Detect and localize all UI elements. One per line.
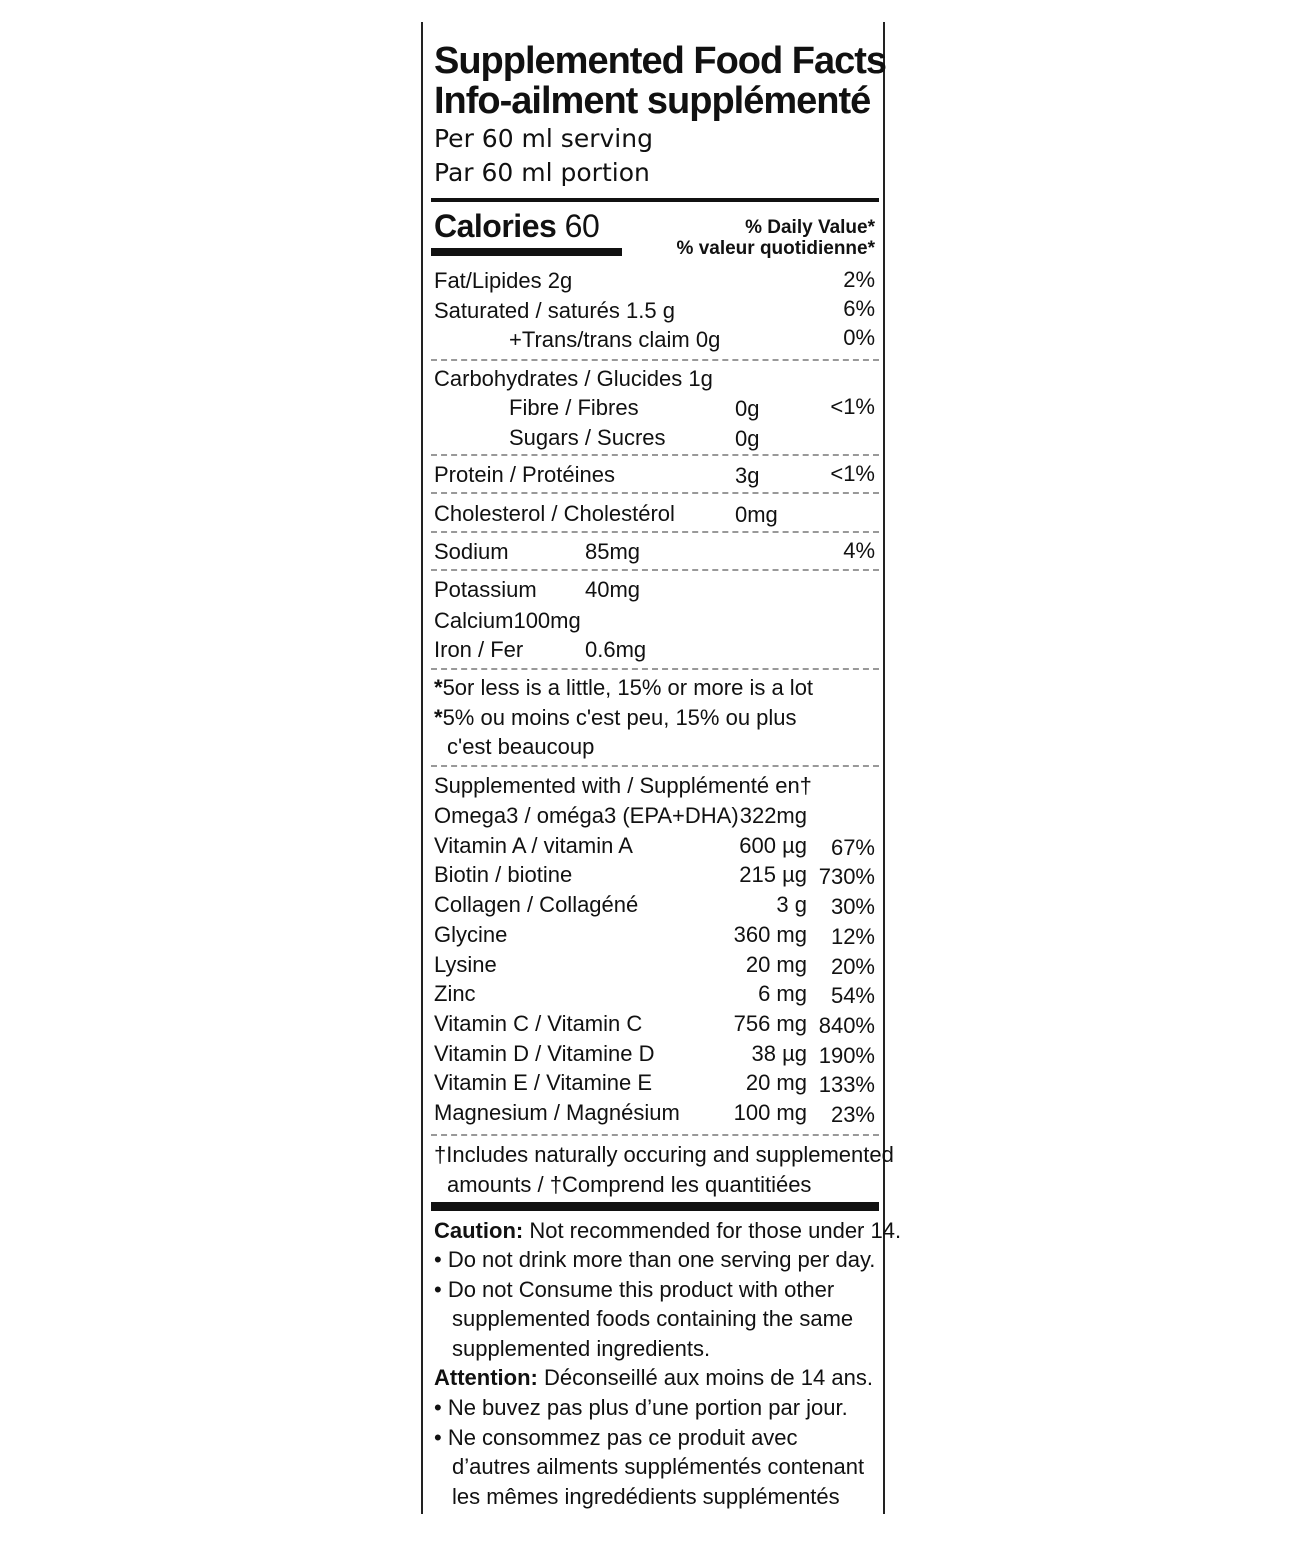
supplement-name: Zinc: [434, 981, 476, 1006]
serving-size-en: Per 60 ml serving: [434, 124, 653, 153]
cholesterol-amount: 0mg: [735, 502, 778, 527]
caution-bullet-1: • Do not drink more than one serving per day.: [434, 1247, 876, 1272]
cholesterol-label: Cholesterol / Cholestérol: [434, 501, 675, 526]
supplement-name: Vitamin A / vitamin A: [434, 833, 633, 858]
nutrition-label: [421, 22, 902, 1514]
trans-dv: 0%: [843, 325, 875, 350]
supplement-name: Glycine: [434, 922, 508, 947]
fat-dv: 2%: [843, 267, 875, 292]
caution-bullet-2: • Do not Consume this product with other: [434, 1277, 835, 1302]
serving-size-fr: Par 60 ml portion: [434, 158, 650, 187]
dagger-note-line-1: †Includes naturally occuring and supplemented: [434, 1142, 894, 1167]
dv-header-fr: % valeur quotidienne*: [676, 238, 875, 259]
supplement-name: Biotin / biotine: [434, 862, 573, 887]
fat-label: Fat/Lipides 2g: [434, 268, 573, 293]
potassium-amount: 40mg: [585, 577, 641, 602]
saturated-label: Saturated / saturés 1.5 g: [434, 298, 675, 323]
saturated-dv: 6%: [843, 296, 875, 321]
attention-bullet-2: • Ne consommez pas ce produit avec: [434, 1425, 798, 1450]
supplement-name: Vitamin C / Vitamin C: [434, 1011, 643, 1036]
footnote-line-3: c'est beaucoup: [447, 734, 595, 759]
caution-line: Caution: Not recommended for those under 14.: [434, 1218, 902, 1243]
sugars-amount: 0g: [735, 426, 760, 451]
carbs-label: Carbohydrates / Glucides 1g: [434, 366, 713, 391]
supplement-amount: 600 µg: [739, 833, 807, 858]
supplement-name: Omega3 / oméga3 (EPA+DHA): [434, 803, 739, 828]
attention-line: Attention: Déconseillé aux moins de 14 ans.: [434, 1365, 873, 1390]
supplement-dv: 20%: [830, 954, 875, 979]
attention-bullet-2-cont: d’autres ailments supplémentés contenant: [452, 1454, 865, 1479]
sugars-label: Sugars / Sucres: [509, 425, 666, 450]
divider: [431, 531, 879, 533]
caution-bullet-2-cont: supplemented foods containing the same: [452, 1306, 854, 1331]
divider: [431, 569, 879, 571]
fibre-dv: <1%: [830, 394, 875, 419]
supplement-dv: 730%: [818, 864, 875, 889]
calories-row: [434, 210, 599, 242]
supplemented-header: Supplemented with / Supplémenté en†: [434, 773, 812, 798]
supplement-dv: 54%: [830, 983, 875, 1008]
footnote-line-2: *5% ou moins c'est peu, 15% ou plus: [434, 705, 797, 730]
supplement-dv: 133%: [818, 1072, 875, 1097]
sodium-label: Sodium: [434, 539, 509, 564]
divider: [431, 1134, 879, 1136]
calcium-label: Calcium100mg: [434, 608, 581, 633]
fibre-amount: 0g: [735, 396, 760, 421]
iron-label: Iron / Fer: [434, 637, 524, 662]
divider: [431, 359, 879, 361]
divider: [431, 765, 879, 767]
title-fr: Info-ailment supplémenté: [434, 80, 871, 122]
attention-bullet-2-cont: les mêmes ingredédients supplémentés: [452, 1484, 840, 1509]
bottom-thick-rule: [431, 1202, 879, 1211]
calories-bar: [431, 248, 622, 256]
title-en: Supplemented Food Facts: [434, 40, 887, 82]
supplement-amount: 20 mg: [745, 1070, 807, 1095]
dagger-note-line-2: amounts / †Comprend les quantitiées: [447, 1172, 812, 1197]
top-thick-rule: [431, 198, 879, 202]
fibre-label: Fibre / Fibres: [509, 395, 639, 420]
supplement-name: Magnesium / Magnésium: [434, 1100, 680, 1125]
supplement-amount: 215 µg: [739, 862, 807, 887]
supplement-amount: 100 mg: [733, 1100, 807, 1125]
supplement-dv: 30%: [830, 894, 875, 919]
supplement-amount: 3 g: [776, 892, 807, 917]
supplement-dv: 12%: [830, 924, 875, 949]
supplement-amount: 322mg: [739, 803, 807, 828]
trans-label: +Trans/trans claim 0g: [509, 327, 721, 352]
divider: [431, 454, 879, 456]
protein-label: Protein / Protéines: [434, 462, 615, 487]
supplement-amount: 38 µg: [751, 1041, 807, 1066]
supplement-dv: 67%: [830, 835, 875, 860]
caution-bullet-2-cont: supplemented ingredients.: [452, 1336, 711, 1361]
potassium-label: Potassium: [434, 577, 537, 602]
supplement-name: Collagen / Collagéné: [434, 892, 639, 917]
protein-amount: 3g: [735, 463, 760, 488]
supplement-dv: 23%: [830, 1102, 875, 1127]
supplement-amount: 6 mg: [758, 981, 807, 1006]
footnote-line-1: *5or less is a little, 15% or more is a lot: [434, 675, 814, 700]
caution-label: Caution:: [434, 1218, 524, 1243]
sodium-amount: 85mg: [585, 539, 641, 564]
calories-value: 60: [564, 208, 600, 244]
supplement-name: Vitamin D / Vitamine D: [434, 1041, 655, 1066]
supplement-dv: 190%: [818, 1043, 875, 1068]
supplement-dv: 840%: [818, 1013, 875, 1038]
dv-header-en: % Daily Value*: [745, 217, 875, 238]
supplement-name: Lysine: [434, 952, 497, 977]
divider: [431, 668, 879, 670]
calories-label: Calories: [434, 208, 557, 244]
supplement-amount: 20 mg: [745, 952, 807, 977]
supplement-amount: 360 mg: [733, 922, 807, 947]
supplement-amount: 756 mg: [733, 1011, 807, 1036]
iron-amount: 0.6mg: [585, 637, 647, 662]
attention-bullet-1: • Ne buvez pas plus d’une portion par jour.: [434, 1395, 848, 1420]
supplement-name: Vitamin E / Vitamine E: [434, 1070, 653, 1095]
attention-label: Attention:: [434, 1365, 538, 1390]
protein-dv: <1%: [830, 461, 875, 486]
divider: [431, 492, 879, 494]
sodium-dv: 4%: [843, 538, 875, 563]
